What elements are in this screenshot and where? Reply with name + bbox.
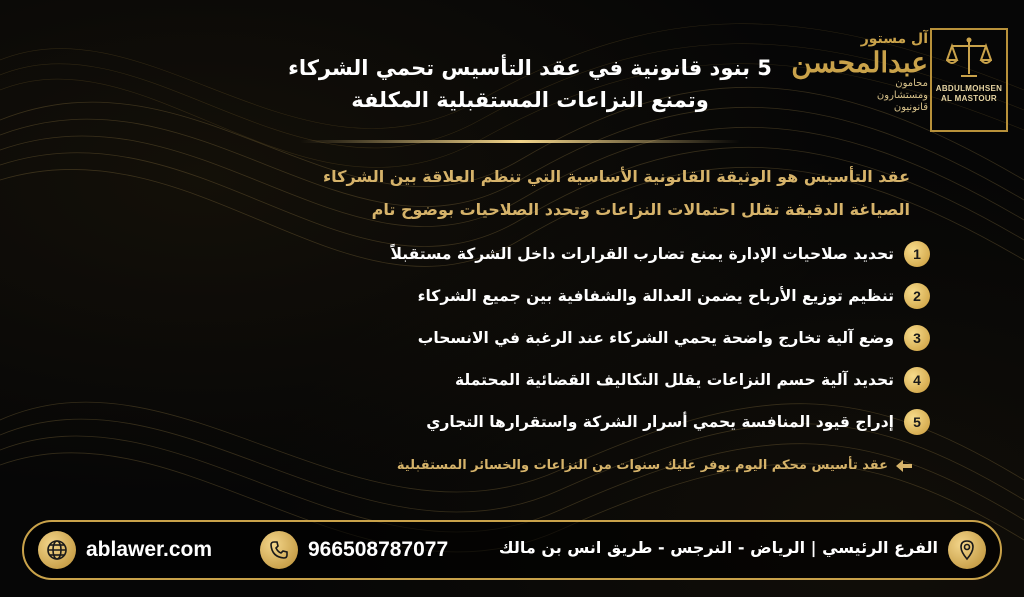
number-badge: 3 <box>904 325 930 351</box>
logo-ar-main: عبدالمحسن <box>791 46 928 79</box>
title-line-2: وتمنع النزاعات المستقبلية المكلفة <box>351 88 709 112</box>
list-item <box>370 233 930 275</box>
logo-en-line1: ABDULMOHSEN <box>935 84 1003 93</box>
arrow-left-icon <box>896 460 912 472</box>
phone-icon <box>260 531 298 569</box>
list-item <box>370 317 930 359</box>
cta-text: عقد تأسيس محكم اليوم يوفر عليك سنوات من النزاعات والخسائر المستقبلية <box>396 458 888 473</box>
scales-of-justice-icon <box>946 36 992 80</box>
logo-english-name <box>936 84 1002 104</box>
point-text: تنظيم توزيع الأرباح يضمن العدالة والشفافية بين جميع الشركاء <box>417 287 894 305</box>
list-item <box>370 401 930 443</box>
call-to-action <box>397 458 912 473</box>
logo-arabic-name <box>791 30 928 130</box>
number-badge: 1 <box>904 241 930 267</box>
phone-number[interactable]: 966508787077 <box>308 538 449 561</box>
point-text: وضع آلية تخارج واضحة يحمي الشركاء عند الرغبة في الانسحاب <box>417 329 894 347</box>
location-pin-icon <box>948 531 986 569</box>
logo-ar-sub-1: محامون <box>895 78 928 89</box>
point-text: تحديد آلية حسم النزاعات يقلل التكاليف القضائية المحتملة <box>455 371 894 389</box>
point-text: إدراج قيود المنافسة يحمي أسرار الشركة واستقرارها التجاري <box>426 413 894 431</box>
title-line-1: 5 بنود قانونية في عقد التأسيس تحمي الشركاء <box>288 56 772 80</box>
website-link[interactable]: ablawer.com <box>86 538 213 561</box>
logo-emblem <box>930 28 1008 132</box>
logo-ar-top: آل مستور <box>860 31 928 47</box>
globe-icon <box>38 531 76 569</box>
intro-line-2: الصياغة الدقيقة تقلل احتمالات النزاعات وتحدد الصلاحيات بوضوح تام <box>371 200 910 219</box>
number-badge: 5 <box>904 409 930 435</box>
intro-text <box>320 160 910 226</box>
point-text: تحديد صلاحيات الإدارة يمنع تضارب القرارات داخل الشركة مستقبلاً <box>390 245 894 263</box>
list-item <box>370 275 930 317</box>
logo-ar-sub-3: قانونيون <box>893 102 928 113</box>
number-badge: 4 <box>904 367 930 393</box>
title-divider <box>300 140 740 143</box>
contact-footer <box>22 520 1002 580</box>
logo-en-line2: AL MASTOUR <box>940 94 998 103</box>
points-list <box>370 233 930 443</box>
list-item <box>370 359 930 401</box>
intro-line-1: عقد التأسيس هو الوثيقة القانونية الأساسية التي تنظم العلاقة بين الشركاء <box>322 167 910 186</box>
logo-ar-sub-2: ومستشارون <box>876 90 928 101</box>
page-title <box>280 52 780 116</box>
address-text: الفرع الرئيسي | الرياض - النرجس - طريق انس بن مالك <box>498 538 938 557</box>
number-badge: 2 <box>904 283 930 309</box>
